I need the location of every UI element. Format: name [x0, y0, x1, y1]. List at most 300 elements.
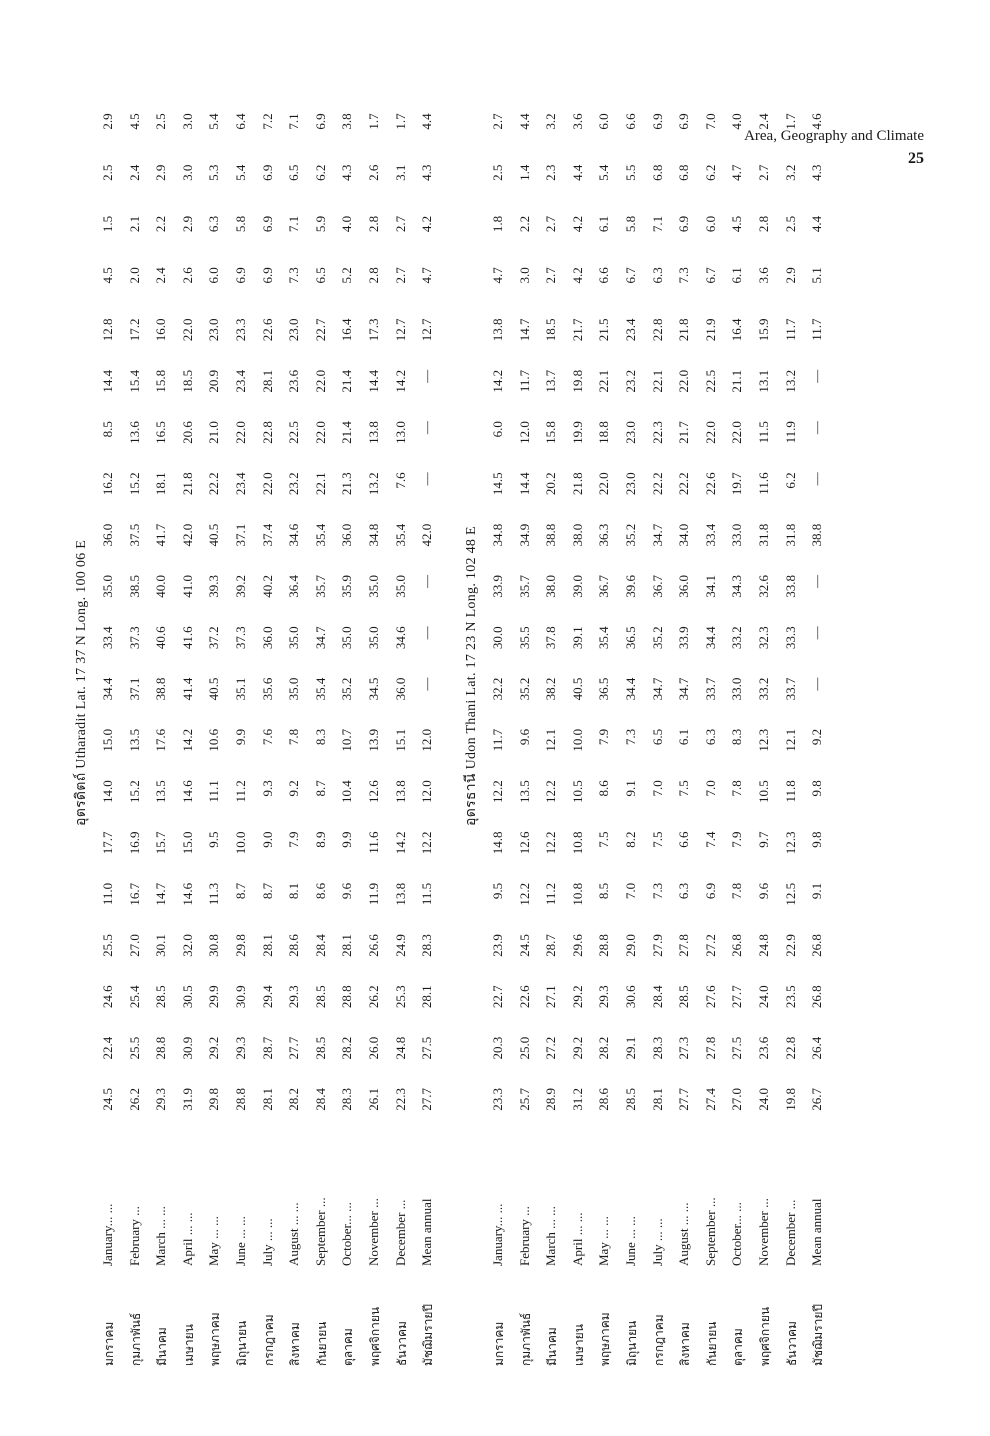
table-cell: 4.3: [419, 164, 435, 181]
table-cell: 22.1: [596, 369, 612, 393]
table-cell: 29.0: [622, 934, 638, 957]
table-cell: 28.1: [419, 985, 435, 1009]
table-cell: 7.9: [286, 831, 302, 848]
table-cell: 20.3: [490, 1036, 505, 1060]
table-row: [259, 113, 287, 1366]
table-cell: 23.3: [232, 318, 248, 342]
table-cell: 12.2: [543, 780, 559, 803]
table-cell: 24.8: [755, 934, 771, 957]
table-cell: 27.7: [729, 985, 745, 1009]
table-cell: 25.7: [516, 1088, 532, 1111]
month-english-label: November ...: [365, 1198, 381, 1266]
table-cell: 35.0: [365, 575, 381, 598]
month-thai-label: ธันวาคม: [784, 1321, 799, 1366]
table-cell: 23.3: [490, 1088, 505, 1111]
month-english-label: Mean annual: [419, 1198, 435, 1266]
table-cell: 33.2: [729, 626, 745, 650]
table-cell: 9.1: [809, 882, 825, 900]
table-cell: 39.2: [232, 575, 248, 598]
table-row: [286, 113, 313, 1366]
table-cell: 6.9: [232, 267, 248, 284]
table-row: [392, 113, 420, 1366]
month-thai-label: กรกฎาคม: [651, 1314, 666, 1366]
table-cell: 2.9: [100, 113, 115, 130]
month-thai-label: พฤษภาคม: [598, 1312, 613, 1366]
table-cell: 6.9: [259, 164, 275, 181]
table-cell: 36.4: [286, 575, 302, 598]
table-cell: 23.0: [206, 318, 222, 342]
table-cell: 4.0: [729, 113, 745, 130]
table-cell: 12.3: [782, 831, 798, 855]
table-cell: 7.4: [702, 831, 718, 848]
table-cell: 29.3: [596, 985, 612, 1009]
month-english-label: April ... ...: [179, 1212, 195, 1266]
table-cell: 14.6: [179, 780, 195, 803]
month-thai-label: เมษายน: [181, 1324, 196, 1366]
month-english-label: May ... ...: [206, 1216, 222, 1266]
table-cell: 20.2: [543, 472, 559, 496]
table-cell: 33.4: [702, 523, 718, 547]
table-cell: 7.0: [702, 113, 718, 130]
table-cell: 7.3: [286, 267, 302, 284]
table-cell: 31.8: [755, 523, 771, 547]
table-cell: 28.4: [312, 1088, 328, 1111]
table-cell: 1.4: [516, 164, 532, 181]
table-cell: 28.8: [596, 934, 612, 957]
table-cell: 1.5: [100, 215, 115, 233]
table-cell: 28.3: [339, 1088, 355, 1111]
table-cell: 29.2: [569, 985, 585, 1009]
table-cell: 8.6: [596, 780, 612, 797]
table-cell: 22.0: [312, 369, 328, 393]
table-cell: 35.5: [516, 626, 532, 650]
table-cell: 6.3: [206, 215, 222, 233]
table-cell: 14.7: [516, 318, 532, 342]
table-cell: 13.9: [365, 728, 381, 752]
table-row: [179, 113, 207, 1366]
table-cell: 26.4: [809, 1036, 825, 1060]
table-cell: 3.0: [516, 267, 532, 284]
table-cell: 21.5: [596, 318, 612, 342]
table-cell: 31.8: [782, 523, 798, 547]
table-cell: 14.2: [490, 369, 505, 393]
table-cell: 22.4: [100, 1036, 115, 1060]
table-cell: 10.8: [569, 882, 585, 906]
table-cell: 36.5: [596, 677, 612, 701]
table-cell: 2.9: [179, 215, 195, 233]
table-cell: 23.4: [232, 369, 248, 393]
table-cell: 6.6: [622, 113, 638, 130]
table-cell: 6.8: [649, 164, 665, 181]
table-cell: —: [809, 369, 825, 383]
table-cell: 28.4: [649, 985, 665, 1009]
table-cell: 7.5: [649, 831, 665, 848]
table-cell: 34.3: [729, 575, 745, 598]
table-cell: 9.0: [259, 831, 275, 848]
table-cell: 8.7: [232, 882, 248, 900]
table-cell: 34.4: [100, 677, 115, 701]
table-cell: 33.8: [782, 575, 798, 598]
table-row: [365, 113, 393, 1366]
table-cell: 2.4: [153, 267, 169, 284]
table-row: [676, 113, 703, 1366]
table-cell: 36.0: [392, 677, 408, 701]
table-cell: 9.2: [286, 780, 302, 797]
table-cell: 2.7: [490, 113, 505, 130]
table-cell: 12.2: [490, 780, 505, 803]
table-cell: 22.0: [729, 421, 745, 444]
table-cell: 7.1: [286, 215, 302, 233]
table-cell: 7.9: [596, 728, 612, 746]
table-cell: 34.7: [676, 677, 692, 701]
table-cell: 28.2: [596, 1036, 612, 1060]
table-cell: 5.1: [809, 267, 825, 284]
table-cell: 9.8: [809, 831, 825, 848]
table-cell: 42.0: [179, 523, 195, 547]
table-cell: 4.7: [490, 267, 505, 284]
table-cell: 4.6: [809, 113, 825, 130]
table-cell: 1.7: [392, 113, 408, 130]
table-cell: 4.5: [126, 113, 142, 130]
table-cell: 2.9: [782, 267, 798, 284]
table-cell: 15.0: [179, 831, 195, 855]
table-cell: 28.8: [232, 1088, 248, 1111]
table-cell: 2.7: [392, 215, 408, 233]
table-cell: 24.9: [392, 934, 408, 957]
table-row: [490, 113, 517, 1366]
table-cell: 22.8: [782, 1036, 798, 1060]
table-cell: 34.4: [702, 626, 718, 650]
month-english-label: July ... ...: [259, 1218, 275, 1266]
table-cell: 6.0: [206, 267, 222, 284]
table-cell: 32.0: [179, 934, 195, 957]
table-cell: 8.1: [286, 882, 302, 900]
table-cell: 10.7: [339, 728, 355, 752]
table-cell: 25.0: [516, 1036, 532, 1060]
table-cell: 35.4: [312, 677, 328, 701]
table-cell: —: [419, 575, 435, 588]
table-cell: 40.5: [206, 523, 222, 547]
table-cell: 2.5: [100, 164, 115, 181]
table-cell: 35.7: [312, 575, 328, 598]
table-cell: 22.7: [312, 318, 328, 342]
month-english-label: November ...: [755, 1198, 771, 1266]
table-cell: 28.9: [543, 1088, 559, 1111]
table-cell: 9.9: [339, 831, 355, 848]
table-cell: 6.9: [702, 882, 718, 900]
table-cell: 22.8: [649, 318, 665, 342]
table-cell: 12.2: [516, 882, 532, 906]
table-cell: 7.0: [702, 780, 718, 797]
table-cell: 11.8: [782, 780, 798, 803]
table-cell: 14.5: [490, 472, 505, 496]
table-cell: 7.0: [649, 780, 665, 797]
table-cell: 38.0: [543, 575, 559, 598]
table-cell: 37.3: [126, 626, 142, 650]
table-row: [729, 113, 756, 1366]
table-cell: 5.5: [622, 164, 638, 181]
table-cell: 6.7: [702, 267, 718, 284]
table-cell: 26.1: [365, 1088, 381, 1111]
table-cell: 33.9: [490, 575, 505, 598]
table-cell: —: [809, 626, 825, 640]
table-cell: 13.2: [365, 472, 381, 496]
table-cell: 14.2: [179, 728, 195, 752]
table-cell: 27.9: [649, 934, 665, 957]
table-cell: 34.7: [312, 626, 328, 650]
table-row: [702, 113, 730, 1366]
table-cell: 34.8: [490, 523, 505, 547]
month-thai-label: ธันวาคม: [394, 1321, 409, 1366]
table-cell: 16.2: [100, 472, 115, 496]
table-cell: 22.0: [312, 421, 328, 444]
table-cell: 13.6: [126, 421, 142, 444]
month-english-label: October... ...: [339, 1202, 355, 1266]
table-cell: 40.2: [259, 575, 275, 598]
table-cell: 20.6: [179, 421, 195, 444]
month-english-label: October... ...: [729, 1202, 745, 1266]
table-cell: 22.8: [259, 421, 275, 444]
table-row: [782, 113, 810, 1366]
table-cell: 3.2: [543, 113, 559, 130]
table-cell: 11.2: [543, 882, 559, 906]
month-english-label: August ... ...: [676, 1202, 692, 1266]
table-cell: 31.2: [569, 1088, 585, 1111]
table-cell: 13.1: [755, 369, 771, 393]
table-cell: 7.3: [622, 728, 638, 746]
table-cell: 40.6: [153, 626, 169, 650]
table-cell: 33.4: [100, 626, 115, 650]
table-cell: 4.5: [100, 267, 115, 284]
table-cell: 35.4: [392, 523, 408, 547]
table-cell: 5.9: [312, 215, 328, 233]
table-cell: 37.8: [543, 626, 559, 650]
month-thai-label: พฤษภาคม: [208, 1312, 223, 1366]
table-cell: 26.8: [809, 934, 825, 957]
table-cell: 28.6: [286, 934, 302, 957]
table-cell: 35.4: [312, 523, 328, 547]
table-cell: 7.8: [729, 780, 745, 797]
table-cell: —: [809, 677, 825, 691]
table-cell: 6.5: [649, 728, 665, 746]
table-cell: 6.0: [490, 421, 505, 438]
table-cell: 14.4: [100, 369, 115, 393]
table-cell: 11.7: [516, 369, 532, 393]
table-cell: 38.8: [809, 523, 825, 547]
month-thai-label: กุมภาพันธ์: [518, 1312, 533, 1366]
month-english-label: February ...: [516, 1206, 532, 1266]
table-cell: 28.1: [259, 1088, 275, 1111]
table-cell: 40.0: [153, 575, 169, 598]
table-cell: 23.5: [782, 985, 798, 1009]
table-cell: 2.6: [179, 267, 195, 284]
table-cell: 13.5: [126, 728, 142, 752]
table-cell: 7.1: [286, 113, 302, 130]
table-cell: 22.9: [782, 934, 798, 957]
table-cell: 35.2: [339, 677, 355, 701]
station-heading: อุตรดิตถ์ Utharadit Lat. 17 37 N Long. 100 06 E: [74, 539, 89, 826]
table-cell: 29.1: [622, 1036, 638, 1060]
table-cell: 35.0: [392, 575, 408, 598]
table-cell: 22.6: [702, 472, 718, 496]
table-cell: 33.9: [676, 626, 692, 650]
table-cell: 5.4: [596, 164, 612, 181]
table-row: [569, 113, 597, 1366]
table-cell: 2.4: [126, 164, 142, 181]
table-cell: 26.0: [365, 1036, 381, 1060]
table-cell: 28.7: [543, 934, 559, 957]
table-cell: 33.7: [702, 677, 718, 701]
table-cell: 5.4: [206, 113, 222, 130]
table-cell: 23.4: [232, 472, 248, 496]
table-cell: —: [419, 369, 435, 383]
table-cell: 32.6: [755, 575, 771, 598]
table-cell: 9.1: [622, 780, 638, 797]
table-cell: 30.9: [179, 1036, 195, 1060]
table-cell: 41.4: [179, 677, 195, 701]
table-cell: 7.6: [392, 472, 408, 489]
table-cell: 6.8: [676, 164, 692, 181]
table-cell: 8.7: [312, 780, 328, 797]
table-cell: 28.1: [649, 1088, 665, 1111]
month-english-label: March ... ...: [153, 1206, 169, 1266]
table-cell: 15.8: [153, 369, 169, 393]
table-cell: 27.2: [543, 1036, 559, 1060]
table-cell: 11.6: [755, 472, 771, 495]
table-cell: 28.4: [312, 934, 328, 957]
table-cell: 22.0: [596, 472, 612, 496]
table-cell: 29.4: [259, 985, 275, 1009]
table-cell: 18.5: [179, 369, 195, 393]
table-cell: 2.7: [543, 267, 559, 284]
month-english-label: Mean annual: [809, 1198, 825, 1266]
table-cell: 21.3: [339, 472, 355, 496]
table-cell: 11.0: [100, 882, 115, 906]
table-cell: 18.1: [153, 472, 169, 496]
table-cell: 7.3: [676, 267, 692, 284]
month-thai-label: พฤศจิกายน: [367, 1306, 382, 1366]
table-cell: 3.8: [339, 113, 355, 130]
table-cell: 9.6: [516, 728, 532, 746]
table-cell: 19.8: [569, 369, 585, 393]
table-cell: 13.7: [543, 369, 559, 393]
table-cell: 27.0: [729, 1088, 745, 1111]
table-cell: 9.5: [206, 831, 222, 848]
table-cell: 27.7: [676, 1088, 692, 1111]
table-cell: 2.5: [153, 113, 169, 130]
table-cell: 27.2: [702, 934, 718, 957]
table-cell: 7.2: [259, 113, 275, 130]
table-cell: 6.3: [676, 882, 692, 900]
table-cell: 42.0: [419, 523, 435, 547]
table-cell: 19.7: [729, 472, 745, 496]
table-cell: 7.5: [596, 831, 612, 848]
table-cell: 13.8: [392, 882, 408, 906]
table-cell: 34.7: [649, 677, 665, 701]
table-row: [809, 113, 836, 1366]
table-cell: 4.3: [809, 164, 825, 181]
table-cell: 16.4: [339, 318, 355, 342]
table-cell: 28.8: [339, 985, 355, 1009]
table-cell: 27.1: [543, 985, 559, 1009]
table-cell: 29.3: [286, 985, 302, 1009]
table-cell: 7.9: [729, 831, 745, 848]
table-cell: 25.5: [100, 934, 115, 957]
table-cell: 6.9: [259, 215, 275, 233]
table-cell: 37.5: [126, 523, 142, 547]
table-row: [339, 113, 366, 1366]
table-cell: 8.3: [312, 728, 328, 746]
table-cell: 36.0: [100, 523, 115, 547]
table-cell: 37.4: [259, 523, 275, 547]
table-cell: 6.7: [622, 267, 638, 284]
table-cell: 1.7: [782, 113, 798, 130]
table-cell: 15.0: [100, 728, 115, 752]
table-cell: 34.4: [622, 677, 638, 701]
table-cell: 28.1: [339, 934, 355, 957]
table-cell: 36.3: [596, 523, 612, 547]
table-cell: 31.9: [179, 1088, 195, 1111]
table-cell: 27.3: [676, 1036, 692, 1060]
table-cell: 35.0: [286, 626, 302, 650]
table-cell: 23.0: [622, 421, 638, 444]
table-cell: 35.1: [232, 677, 248, 701]
table-cell: 24.0: [755, 1088, 771, 1111]
table-cell: 4.2: [569, 215, 585, 233]
table-cell: 15.7: [153, 831, 169, 855]
table-cell: 29.3: [153, 1088, 169, 1111]
table-cell: 36.0: [676, 575, 692, 598]
table-cell: 6.5: [286, 164, 302, 181]
table-cell: 12.3: [755, 728, 771, 752]
table-cell: 11.2: [232, 780, 248, 803]
table-cell: 22.2: [649, 472, 665, 496]
table-cell: 13.5: [153, 780, 169, 803]
table-cell: 12.0: [516, 421, 532, 444]
table-cell: 21.7: [569, 318, 585, 342]
table-cell: 16.7: [126, 882, 142, 906]
table-cell: 11.6: [365, 831, 381, 854]
table-cell: 4.2: [419, 215, 435, 233]
table-cell: 13.5: [516, 780, 532, 803]
table-cell: 3.6: [755, 267, 771, 284]
table-cell: 3.0: [179, 113, 195, 130]
table-cell: 14.2: [392, 831, 408, 855]
table-cell: 36.7: [649, 575, 665, 598]
table-cell: 26.6: [365, 934, 381, 957]
table-cell: 12.6: [516, 831, 532, 855]
table-cell: 34.5: [365, 677, 381, 701]
table-cell: 19.8: [782, 1088, 798, 1111]
table-cell: 4.3: [339, 164, 355, 181]
table-cell: 2.2: [153, 215, 169, 233]
table-cell: 7.5: [676, 780, 692, 797]
table-cell: 28.5: [676, 985, 692, 1009]
table-cell: 22.0: [702, 421, 718, 444]
table-cell: 4.4: [809, 215, 825, 233]
table-cell: 28.1: [259, 934, 275, 957]
table-cell: 14.2: [392, 369, 408, 393]
table-cell: 36.5: [622, 626, 638, 650]
table-cell: 3.0: [179, 164, 195, 181]
table-cell: 10.4: [339, 780, 355, 803]
table-cell: 16.9: [126, 831, 142, 855]
table-cell: —: [419, 472, 435, 486]
table-cell: 24.6: [100, 985, 115, 1009]
table-cell: 22.3: [649, 421, 665, 444]
table-cell: 38.8: [153, 677, 169, 701]
table-cell: 39.6: [622, 575, 638, 598]
